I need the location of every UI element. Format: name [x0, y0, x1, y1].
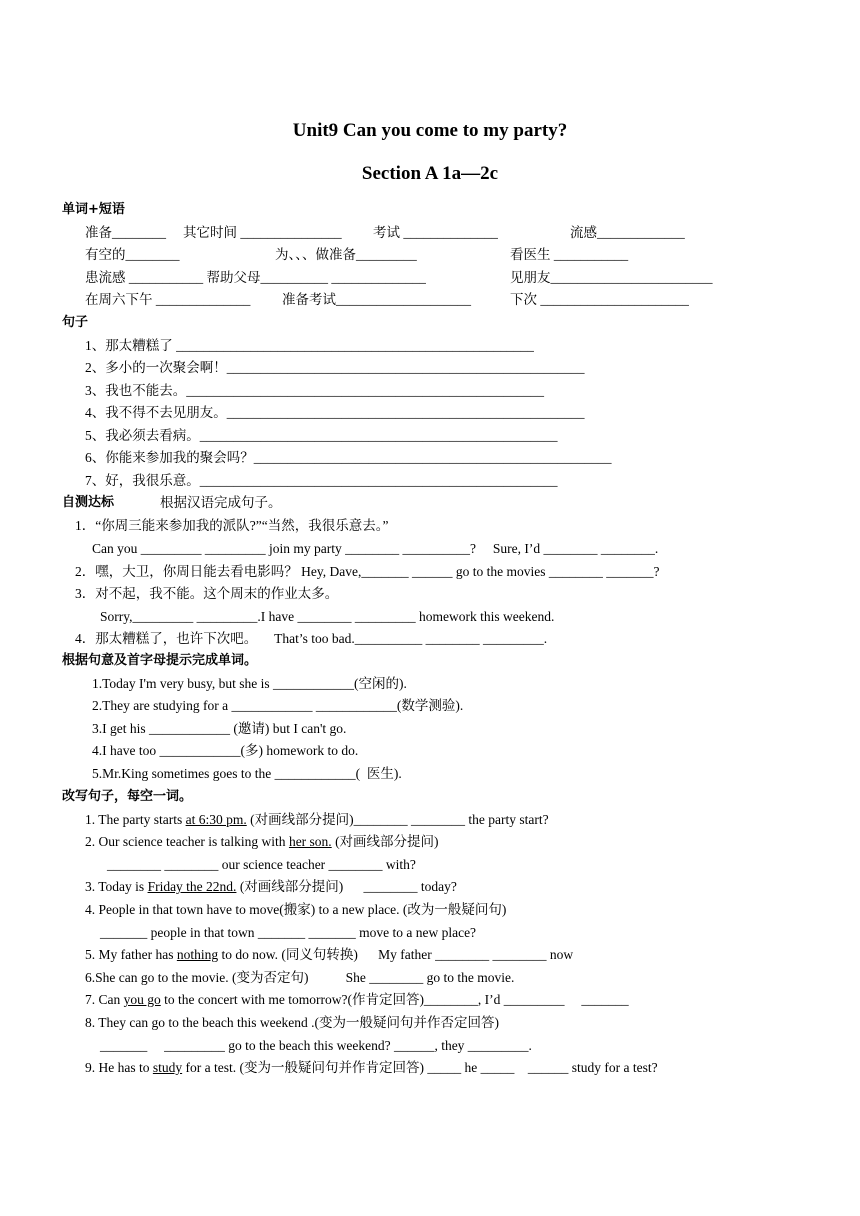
- initials-heading: 根据句意及首字母提示完成单词。: [62, 653, 258, 668]
- sentence-item: 1、那太糟糕了 _____________________________________________________: [85, 338, 534, 353]
- rewrite-item-7: 7. Can you go to the concert with me tomorrow?(作肯定回答)________, I’d _________ _______: [85, 992, 629, 1007]
- rewrite-item-5: 5. My father has nothing to do now. (同义句转换) My father ________ ________ now: [85, 947, 574, 962]
- selftest-line: 4．那太糟糕了，也许下次吧。 That’s too bad.__________ ________ _________.: [75, 631, 548, 646]
- sentence-item: 6、你能来参加我的聚会吗？_____________________________________________________: [85, 450, 612, 465]
- sentences-heading: 句子: [62, 315, 89, 330]
- rewrite-item-8: 8. They can go to the beach this weekend .(变为一般疑问句并作否定回答): [85, 1015, 500, 1030]
- rewrite-item-3: 3. Today is Friday the 22nd. (对画线部分提问) ________ today?: [85, 879, 457, 894]
- vocab-item: 有空的________: [85, 247, 180, 262]
- initials-item: 5.Mr.King sometimes goes to the ____________( 医生).: [92, 766, 402, 781]
- vocab-item: 准备考试____________________: [282, 292, 471, 307]
- page-subtitle: Section A 1a—2c: [361, 163, 499, 184]
- rewrite-item-8-answer: _______ _________ go to the beach this weekend? ______, they _________.: [100, 1038, 532, 1053]
- vocab-item: 考试 ______________: [373, 225, 498, 240]
- vocab-item: 准备________: [85, 225, 166, 240]
- sentence-item: 2、多小的一次聚会啊！_____________________________________________________: [85, 360, 585, 375]
- initials-item: 1.Today I'm very busy, but she is ____________(空闲的).: [92, 676, 407, 691]
- rewrite-item-2-answer: ________ ________ our science teacher ________ with?: [107, 857, 416, 872]
- rewrite-item-6: 6.She can go to the movie. (变为否定句) She ________ go to the movie.: [85, 970, 515, 985]
- vocab-item: 流感_____________: [570, 225, 685, 240]
- selftest-heading: 自测达标: [62, 495, 115, 510]
- vocab-item: 为、、、做准备_________: [275, 247, 417, 262]
- selftest-instruction: 根据汉语完成句子。: [160, 495, 282, 510]
- vocab-heading: 单词+短语: [62, 202, 125, 217]
- vocab-item: 其它时间 _______________: [183, 225, 342, 240]
- sentence-item: 7、好，我很乐意。_____________________________________________________: [85, 473, 558, 488]
- sentence-item: 5、我必须去看病。_____________________________________________________: [85, 428, 558, 443]
- vocab-item: 见朋友________________________: [510, 270, 713, 285]
- vocab-item: 在周六下午 ______________: [85, 292, 251, 307]
- rewrite-item-1: 1. The party starts at 6:30 pm. (对画线部分提问)________ ________ the party start?: [85, 812, 549, 827]
- vocab-item: 下次 ______________________: [510, 292, 689, 307]
- selftest-line: 1．“你周三能来参加我的派队?”“当然，我很乐意去。”: [75, 518, 389, 533]
- vocab-item: 看医生 ___________: [510, 247, 629, 262]
- initials-item: 4.I have too ____________(多) homework to do.: [92, 743, 359, 758]
- sentence-item: 3、我也不能去。_____________________________________________________: [85, 383, 544, 398]
- rewrite-item-4: 4. People in that town have to move(搬家) to a new place. (改为一般疑问句): [85, 902, 507, 917]
- rewrite-item-4-answer: _______ people in that town _______ _______ move to a new place?: [100, 925, 477, 940]
- page-title: Unit9 Can you come to my party?: [292, 120, 568, 141]
- vocab-item: 患流感 ___________ 帮助父母__________ ______________: [85, 270, 426, 285]
- selftest-line: 2．嘿，大卫，你周日能去看电影吗？ Hey, Dave,_______ ______ go to the movies ________ _______?: [75, 564, 660, 579]
- selftest-line: Sorry,_________ _________.I have ________ _________ homework this weekend.: [100, 609, 555, 624]
- selftest-line: 3．对不起，我不能。这个周末的作业太多。: [75, 586, 339, 601]
- rewrite-item-2: 2. Our science teacher is talking with her son. (对画线部分提问): [85, 834, 439, 849]
- rewrite-item-9: 9. He has to study for a test. (变为一般疑问句并作肯定回答) _____ he _____ ______ study for a test?: [85, 1060, 658, 1075]
- rewrite-heading: 改写句子，每空一词。: [62, 789, 193, 804]
- initials-item: 2.They are studying for a ____________ ____________(数学测验).: [92, 698, 464, 713]
- sentence-item: 4、我不得不去见朋友。_____________________________________________________: [85, 405, 585, 420]
- selftest-line: Can you _________ _________ join my party ________ __________? Sure, I’d ________ ________.: [92, 541, 659, 556]
- initials-item: 3.I get his ____________ (邀请) but I can't go.: [92, 721, 347, 736]
